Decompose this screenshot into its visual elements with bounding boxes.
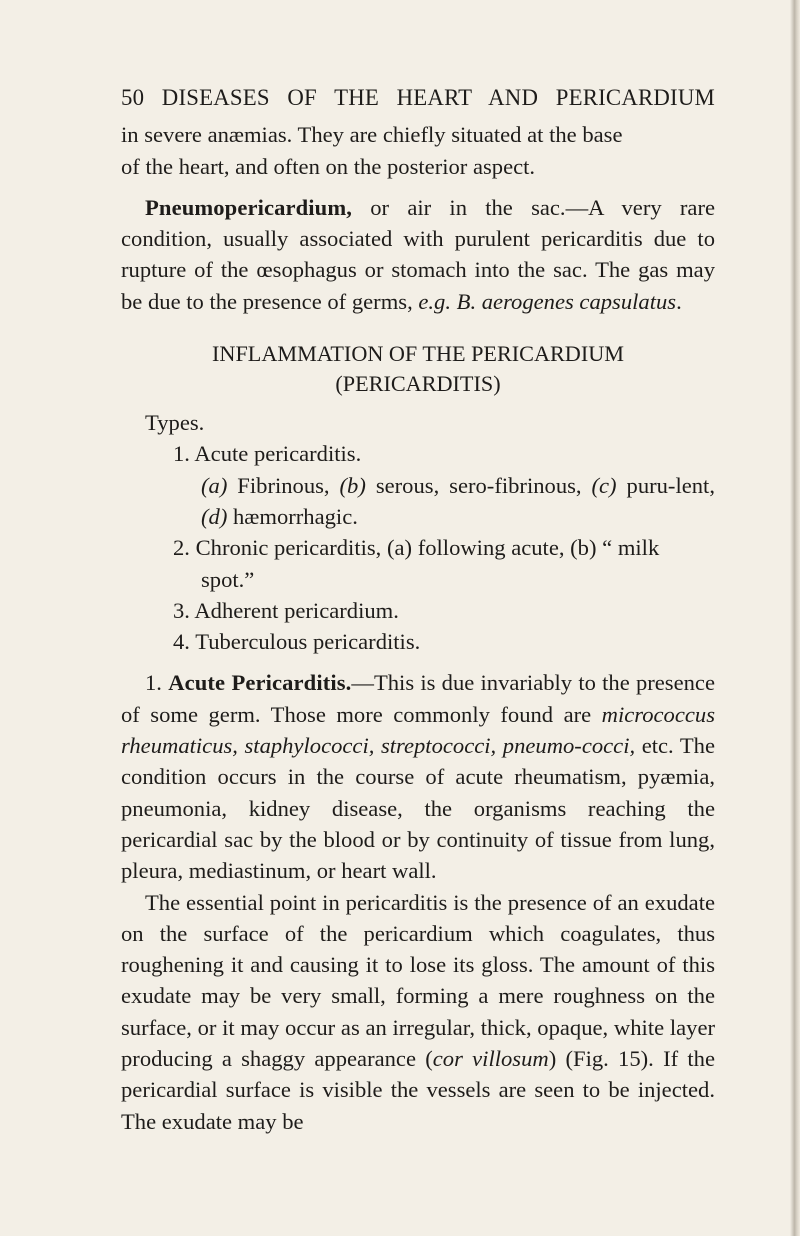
list-text: Acute pericarditis.	[194, 441, 362, 467]
running-head	[121, 82, 715, 113]
paragraph-line: in severe anæmias. They are chiefly situated at the base	[121, 122, 623, 148]
section-title-line: INFLAMMATION OF THE PERICARDIUM	[212, 341, 624, 367]
continued-paragraph	[121, 119, 715, 182]
list-text: Adherent pericardium.	[194, 597, 399, 623]
paragraph-text: —This is due invariably to the presence of some germ. Those more commonly found are	[121, 670, 715, 727]
pneumopericardium-paragraph	[121, 192, 715, 317]
paragraph-text: The essential point in pericarditis is the presence of an exudate on the surface of the pericardium which coagulates, thus roughening it and causing it to lose its gloss. The amount of this exudate may be very small, forming a mere roughness on the surface, or it may occur as an irregular, thick, opaque, white layer producing a shaggy appearance (	[121, 889, 715, 1072]
organism-name: e.g. B. aerogenes capsulatus	[418, 288, 677, 314]
book-page	[121, 82, 715, 1137]
acute-heading: Acute Pericarditis.	[168, 670, 352, 696]
list-text: Chronic pericarditis, (a) following acute, (b) “ milk spot.”	[195, 535, 660, 592]
list-item	[121, 532, 715, 595]
section-heading	[121, 339, 715, 399]
paragraph-text: .	[676, 288, 682, 314]
list-item	[121, 626, 715, 657]
list-number: 1.	[173, 441, 190, 467]
types-list	[121, 438, 715, 657]
list-number: 4.	[173, 629, 190, 655]
pneumopericardium-term: Pneumopericardium,	[145, 194, 353, 220]
latin-term: cor villosum	[432, 1046, 549, 1072]
acute-pericarditis-paragraph	[121, 667, 715, 886]
list-text: Tuberculous pericarditis.	[195, 629, 421, 655]
section-number: 1.	[145, 670, 162, 696]
list-item	[121, 438, 715, 469]
page-edge-shadow	[790, 0, 800, 1236]
section-subtitle: (PERICARDITIS)	[335, 371, 501, 397]
paragraph-text: or air in the sac.—A very rare condition, usually associated with purulent pericarditis due to rupture of the œsophagus or stomach into the sac. The gas may be due to the presence of germs,	[121, 194, 715, 314]
list-subitems	[121, 470, 715, 533]
list-item	[121, 595, 715, 626]
running-title: DISEASES OF THE HEART AND PERICARDIUM	[161, 85, 715, 110]
essential-point-paragraph	[121, 887, 715, 1137]
paragraph-text: ) (Fig. 15). If the pericardial surface is visible the vessels are seen to be injected. The exudate may be	[121, 1046, 715, 1134]
page-number: 50	[121, 85, 145, 110]
types-label: Types.	[145, 410, 205, 436]
organism-list: micrococcus rheumaticus, staphylococci, streptococci, pneumo-cocci,	[121, 701, 715, 759]
paragraph-text: etc. The condition occurs in the course of acute rheumatism, pyæmia, pneumonia, kidney disease, the organisms reaching the pericardial sac by the blood or by continuity of tissue from lung, pleura, mediastinum, or heart wall.	[121, 733, 715, 884]
list-number: 3.	[173, 597, 190, 623]
paragraph-line: of the heart, and often on the posterior aspect.	[121, 153, 536, 179]
list-number: 2.	[173, 535, 190, 561]
subitem-line: (a) Fibrinous, (b) serous, sero-fibrinous, (c) puru-lent, (d) hæmorrhagic.	[201, 472, 715, 529]
